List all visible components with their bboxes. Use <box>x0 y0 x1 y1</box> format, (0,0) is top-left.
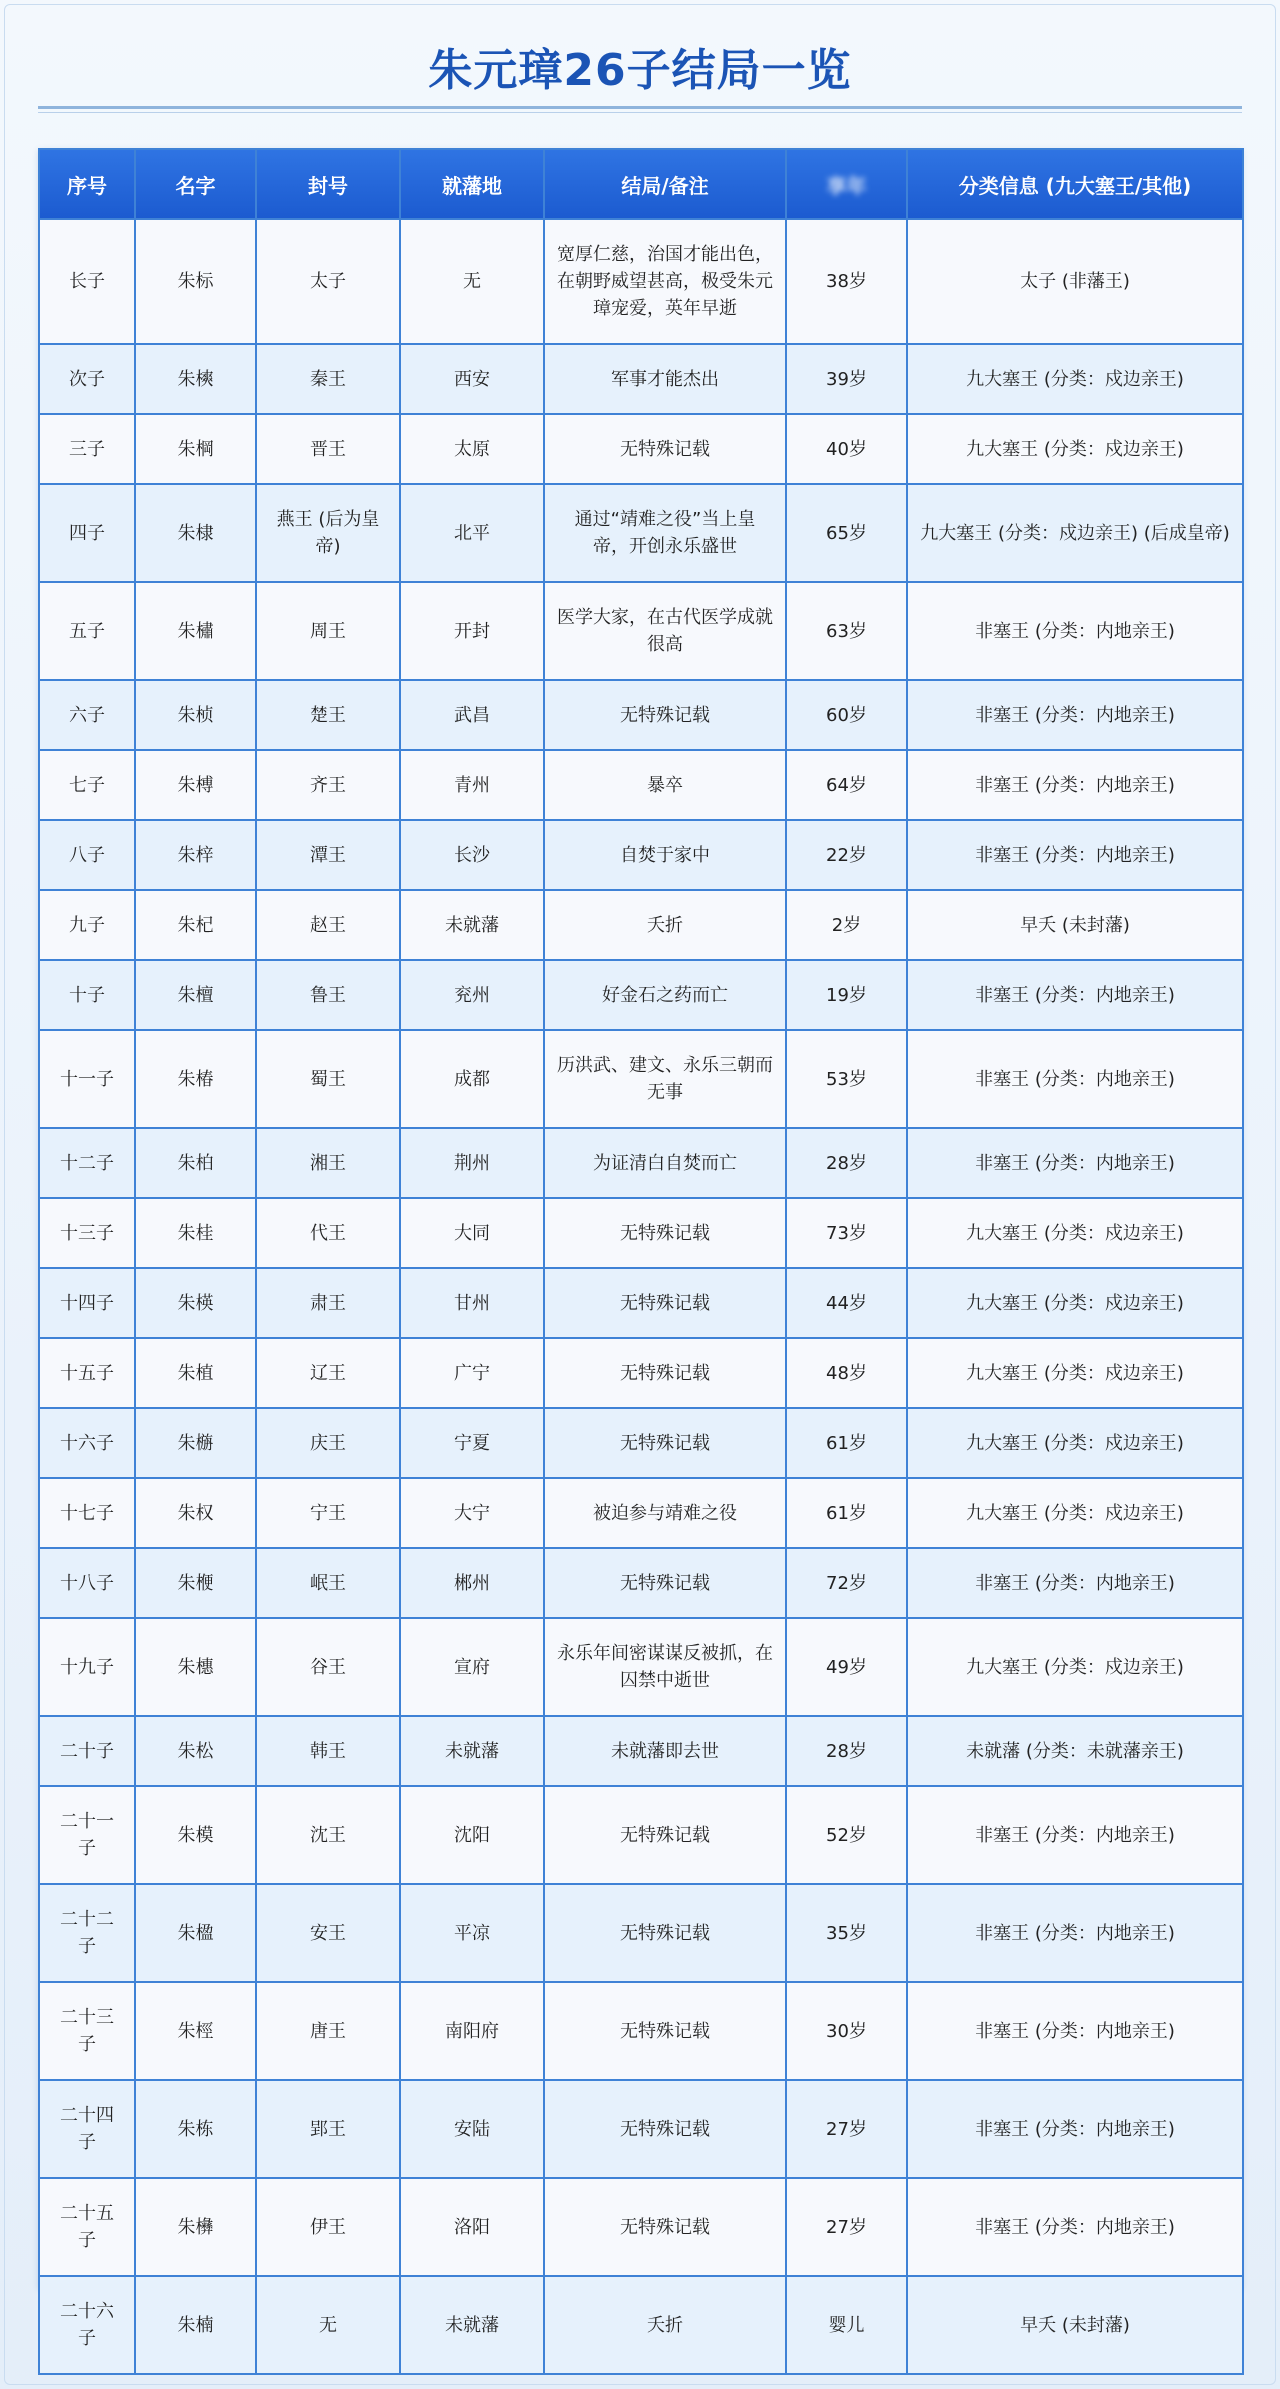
table-row <box>39 750 1243 820</box>
cell-index: 十子 <box>39 960 135 1030</box>
cell-outcome: 宽厚仁慈，治国才能出色，在朝野威望甚高，极受朱元璋宠爱，英年早逝 <box>544 219 786 344</box>
cell-age: 48岁 <box>786 1338 907 1408</box>
cell-category: 未就藩 (分类：未就藩亲王) <box>907 1716 1243 1786</box>
table-row <box>39 344 1243 414</box>
cell-fief: 安陆 <box>400 2080 544 2178</box>
cell-title: 辽王 <box>256 1338 400 1408</box>
cell-name: 朱柏 <box>135 1128 256 1198</box>
cell-name: 朱棡 <box>135 414 256 484</box>
cell-index: 十二子 <box>39 1128 135 1198</box>
cell-title: 赵王 <box>256 890 400 960</box>
cell-outcome: 夭折 <box>544 2276 786 2374</box>
cell-index: 二十五子 <box>39 2178 135 2276</box>
table-row <box>39 820 1243 890</box>
cell-outcome: 无特殊记载 <box>544 1548 786 1618</box>
cell-fief: 未就藩 <box>400 1716 544 1786</box>
cell-age: 28岁 <box>786 1128 907 1198</box>
cell-name: 朱椿 <box>135 1030 256 1128</box>
cell-index: 长子 <box>39 219 135 344</box>
cell-fief: 太原 <box>400 414 544 484</box>
cell-outcome: 未就藩即去世 <box>544 1716 786 1786</box>
cell-name: 朱榑 <box>135 750 256 820</box>
cell-fief: 荆州 <box>400 1128 544 1198</box>
cell-index: 十六子 <box>39 1408 135 1478</box>
cell-age: 婴儿 <box>786 2276 907 2374</box>
cell-age: 60岁 <box>786 680 907 750</box>
table-row <box>39 1884 1243 1982</box>
cell-category: 早夭 (未封藩) <box>907 2276 1243 2374</box>
cell-index: 十五子 <box>39 1338 135 1408</box>
cell-age: 52岁 <box>786 1786 907 1884</box>
cell-category: 非塞王 (分类：内地亲王) <box>907 1030 1243 1128</box>
header-outcome: 结局/备注 <box>544 149 786 219</box>
cell-title: 肃王 <box>256 1268 400 1338</box>
cell-index: 十四子 <box>39 1268 135 1338</box>
cell-age: 27岁 <box>786 2178 907 2276</box>
cell-outcome: 为证清白自焚而亡 <box>544 1128 786 1198</box>
cell-fief: 武昌 <box>400 680 544 750</box>
cell-name: 朱楹 <box>135 1884 256 1982</box>
cell-fief: 广宁 <box>400 1338 544 1408</box>
cell-title: 鲁王 <box>256 960 400 1030</box>
cell-age: 61岁 <box>786 1478 907 1548</box>
cell-age: 35岁 <box>786 1884 907 1982</box>
cell-name: 朱桂 <box>135 1198 256 1268</box>
cell-title: 伊王 <box>256 2178 400 2276</box>
cell-category: 九大塞王 (分类：戍边亲王) <box>907 1478 1243 1548</box>
cell-outcome: 无特殊记载 <box>544 414 786 484</box>
cell-index: 二十子 <box>39 1716 135 1786</box>
cell-age: 30岁 <box>786 1982 907 2080</box>
cell-outcome: 被迫参与靖难之役 <box>544 1478 786 1548</box>
cell-fief: 北平 <box>400 484 544 582</box>
cell-title: 韩王 <box>256 1716 400 1786</box>
cell-index: 十三子 <box>39 1198 135 1268</box>
cell-title: 晋王 <box>256 414 400 484</box>
cell-category: 非塞王 (分类：内地亲王) <box>907 820 1243 890</box>
cell-outcome: 好金石之药而亡 <box>544 960 786 1030</box>
cell-fief: 甘州 <box>400 1268 544 1338</box>
cell-name: 朱楠 <box>135 2276 256 2374</box>
cell-category: 九大塞王 (分类：戍边亲王) <box>907 1618 1243 1716</box>
header-title: 封号 <box>256 149 400 219</box>
cell-age: 22岁 <box>786 820 907 890</box>
cell-age: 44岁 <box>786 1268 907 1338</box>
cell-category: 九大塞王 (分类：戍边亲王) <box>907 1338 1243 1408</box>
cell-title: 燕王 (后为皇帝) <box>256 484 400 582</box>
cell-age: 27岁 <box>786 2080 907 2178</box>
cell-outcome: 夭折 <box>544 890 786 960</box>
table-container <box>38 148 1242 2349</box>
cell-index: 七子 <box>39 750 135 820</box>
table-row <box>39 2080 1243 2178</box>
cell-index: 二十二子 <box>39 1884 135 1982</box>
cell-title: 潭王 <box>256 820 400 890</box>
sons-table <box>38 148 1244 2375</box>
table-row <box>39 582 1243 680</box>
cell-name: 朱橞 <box>135 1618 256 1716</box>
cell-name: 朱檀 <box>135 960 256 1030</box>
cell-outcome: 暴卒 <box>544 750 786 820</box>
cell-category: 非塞王 (分类：内地亲王) <box>907 750 1243 820</box>
cell-fief: 洛阳 <box>400 2178 544 2276</box>
cell-age: 72岁 <box>786 1548 907 1618</box>
table-row <box>39 1338 1243 1408</box>
header-index: 序号 <box>39 149 135 219</box>
cell-fief: 未就藩 <box>400 2276 544 2374</box>
cell-fief: 长沙 <box>400 820 544 890</box>
cell-title: 秦王 <box>256 344 400 414</box>
table-row <box>39 1408 1243 1478</box>
cell-fief: 成都 <box>400 1030 544 1128</box>
table-row <box>39 414 1243 484</box>
cell-category: 非塞王 (分类：内地亲王) <box>907 1884 1243 1982</box>
title-divider <box>38 106 1242 109</box>
cell-category: 九大塞王 (分类：戍边亲王) <box>907 344 1243 414</box>
cell-outcome: 无特殊记载 <box>544 2178 786 2276</box>
cell-fief: 开封 <box>400 582 544 680</box>
cell-index: 十九子 <box>39 1618 135 1716</box>
cell-fief: 平凉 <box>400 1884 544 1982</box>
cell-category: 早夭 (未封藩) <box>907 890 1243 960</box>
cell-name: 朱㰘 <box>135 2178 256 2276</box>
cell-title: 唐王 <box>256 1982 400 2080</box>
table-row <box>39 2276 1243 2374</box>
cell-name: 朱楩 <box>135 1548 256 1618</box>
cell-category: 非塞王 (分类：内地亲王) <box>907 680 1243 750</box>
cell-category: 九大塞王 (分类：戍边亲王) (后成皇帝) <box>907 484 1243 582</box>
cell-outcome: 军事才能杰出 <box>544 344 786 414</box>
cell-fief: 未就藩 <box>400 890 544 960</box>
cell-index: 二十一子 <box>39 1786 135 1884</box>
cell-fief: 大同 <box>400 1198 544 1268</box>
cell-index: 九子 <box>39 890 135 960</box>
cell-age: 2岁 <box>786 890 907 960</box>
cell-title: 周王 <box>256 582 400 680</box>
title-divider-thin <box>38 112 1242 113</box>
cell-title: 庆王 <box>256 1408 400 1478</box>
cell-name: 朱杞 <box>135 890 256 960</box>
table-row <box>39 1128 1243 1198</box>
cell-name: 朱梓 <box>135 820 256 890</box>
cell-outcome: 历洪武、建文、永乐三朝而无事 <box>544 1030 786 1128</box>
cell-name: 朱桢 <box>135 680 256 750</box>
cell-index: 四子 <box>39 484 135 582</box>
table-row <box>39 680 1243 750</box>
cell-category: 九大塞王 (分类：戍边亲王) <box>907 1408 1243 1478</box>
cell-index: 六子 <box>39 680 135 750</box>
cell-name: 朱橚 <box>135 582 256 680</box>
cell-index: 十八子 <box>39 1548 135 1618</box>
cell-outcome: 无特殊记载 <box>544 1884 786 1982</box>
cell-age: 19岁 <box>786 960 907 1030</box>
cell-name: 朱标 <box>135 219 256 344</box>
table-row <box>39 1198 1243 1268</box>
cell-age: 65岁 <box>786 484 907 582</box>
table-row <box>39 1548 1243 1618</box>
cell-outcome: 无特殊记载 <box>544 1268 786 1338</box>
cell-category: 非塞王 (分类：内地亲王) <box>907 1128 1243 1198</box>
header-age <box>786 149 907 219</box>
cell-outcome: 无特殊记载 <box>544 1786 786 1884</box>
cell-category: 非塞王 (分类：内地亲王) <box>907 1786 1243 1884</box>
cell-title: 郢王 <box>256 2080 400 2178</box>
cell-fief: 青州 <box>400 750 544 820</box>
cell-index: 二十六子 <box>39 2276 135 2374</box>
cell-name: 朱㮵 <box>135 1408 256 1478</box>
cell-age: 38岁 <box>786 219 907 344</box>
cell-fief: 南阳府 <box>400 1982 544 2080</box>
cell-index: 三子 <box>39 414 135 484</box>
cell-title: 安王 <box>256 1884 400 1982</box>
cell-index: 二十三子 <box>39 1982 135 2080</box>
page-title: 朱元璋26子结局一览 <box>428 45 852 96</box>
cell-title: 湘王 <box>256 1128 400 1198</box>
cell-title: 无 <box>256 2276 400 2374</box>
cell-fief: 宁夏 <box>400 1408 544 1478</box>
cell-outcome: 无特殊记载 <box>544 1982 786 2080</box>
cell-name: 朱权 <box>135 1478 256 1548</box>
cell-category: 非塞王 (分类：内地亲王) <box>907 960 1243 1030</box>
cell-age: 73岁 <box>786 1198 907 1268</box>
cell-title: 沈王 <box>256 1786 400 1884</box>
table-row <box>39 1268 1243 1338</box>
cell-outcome: 无特殊记载 <box>544 1338 786 1408</box>
cell-index: 八子 <box>39 820 135 890</box>
cell-age: 28岁 <box>786 1716 907 1786</box>
table-row <box>39 890 1243 960</box>
cell-title: 岷王 <box>256 1548 400 1618</box>
cell-index: 十一子 <box>39 1030 135 1128</box>
cell-name: 朱桱 <box>135 1982 256 2080</box>
cell-age: 61岁 <box>786 1408 907 1478</box>
cell-name: 朱栋 <box>135 2080 256 2178</box>
cell-outcome: 无特殊记载 <box>544 1198 786 1268</box>
cell-title: 太子 <box>256 219 400 344</box>
cell-title: 代王 <box>256 1198 400 1268</box>
cell-category: 非塞王 (分类：内地亲王) <box>907 2178 1243 2276</box>
cell-age: 39岁 <box>786 344 907 414</box>
cell-age: 63岁 <box>786 582 907 680</box>
cell-title: 谷王 <box>256 1618 400 1716</box>
cell-title: 楚王 <box>256 680 400 750</box>
cell-category: 非塞王 (分类：内地亲王) <box>907 1982 1243 2080</box>
table-row <box>39 219 1243 344</box>
cell-outcome: 无特殊记载 <box>544 2080 786 2178</box>
table-header-row <box>39 149 1243 219</box>
table-row <box>39 1618 1243 1716</box>
cell-title: 宁王 <box>256 1478 400 1548</box>
cell-index: 十七子 <box>39 1478 135 1548</box>
cell-outcome: 永乐年间密谋谋反被抓，在囚禁中逝世 <box>544 1618 786 1716</box>
header-category: 分类信息 (九大塞王/其他) <box>907 149 1243 219</box>
cell-name: 朱棣 <box>135 484 256 582</box>
cell-title: 蜀王 <box>256 1030 400 1128</box>
cell-age: 49岁 <box>786 1618 907 1716</box>
cell-fief: 郴州 <box>400 1548 544 1618</box>
cell-category: 非塞王 (分类：内地亲王) <box>907 2080 1243 2178</box>
header-age-label: 享年 <box>826 173 867 198</box>
cell-index: 次子 <box>39 344 135 414</box>
cell-category: 九大塞王 (分类：戍边亲王) <box>907 1268 1243 1338</box>
cell-outcome: 医学大家，在古代医学成就很高 <box>544 582 786 680</box>
cell-name: 朱樉 <box>135 344 256 414</box>
table-row <box>39 484 1243 582</box>
cell-outcome: 无特殊记载 <box>544 680 786 750</box>
table-row <box>39 1786 1243 1884</box>
cell-name: 朱植 <box>135 1338 256 1408</box>
table-row <box>39 1716 1243 1786</box>
cell-category: 非塞王 (分类：内地亲王) <box>907 1548 1243 1618</box>
table-row <box>39 960 1243 1030</box>
cell-fief: 宣府 <box>400 1618 544 1716</box>
cell-age: 40岁 <box>786 414 907 484</box>
cell-title: 齐王 <box>256 750 400 820</box>
cell-category: 非塞王 (分类：内地亲王) <box>907 582 1243 680</box>
table-row <box>39 1982 1243 2080</box>
cell-fief: 沈阳 <box>400 1786 544 1884</box>
table-row <box>39 1478 1243 1548</box>
cell-outcome: 无特殊记载 <box>544 1408 786 1478</box>
table-row <box>39 2178 1243 2276</box>
cell-age: 64岁 <box>786 750 907 820</box>
header-fief: 就藩地 <box>400 149 544 219</box>
cell-fief: 兖州 <box>400 960 544 1030</box>
cell-category: 九大塞王 (分类：戍边亲王) <box>907 414 1243 484</box>
cell-fief: 无 <box>400 219 544 344</box>
cell-index: 五子 <box>39 582 135 680</box>
cell-age: 53岁 <box>786 1030 907 1128</box>
cell-index: 二十四子 <box>39 2080 135 2178</box>
cell-name: 朱楧 <box>135 1268 256 1338</box>
cell-fief: 西安 <box>400 344 544 414</box>
cell-category: 九大塞王 (分类：戍边亲王) <box>907 1198 1243 1268</box>
cell-outcome: 通过“靖难之役”当上皇帝，开创永乐盛世 <box>544 484 786 582</box>
cell-fief: 大宁 <box>400 1478 544 1548</box>
cell-name: 朱模 <box>135 1786 256 1884</box>
cell-name: 朱松 <box>135 1716 256 1786</box>
cell-category: 太子 (非藩王) <box>907 219 1243 344</box>
table-row <box>39 1030 1243 1128</box>
cell-outcome: 自焚于家中 <box>544 820 786 890</box>
header-name: 名字 <box>135 149 256 219</box>
